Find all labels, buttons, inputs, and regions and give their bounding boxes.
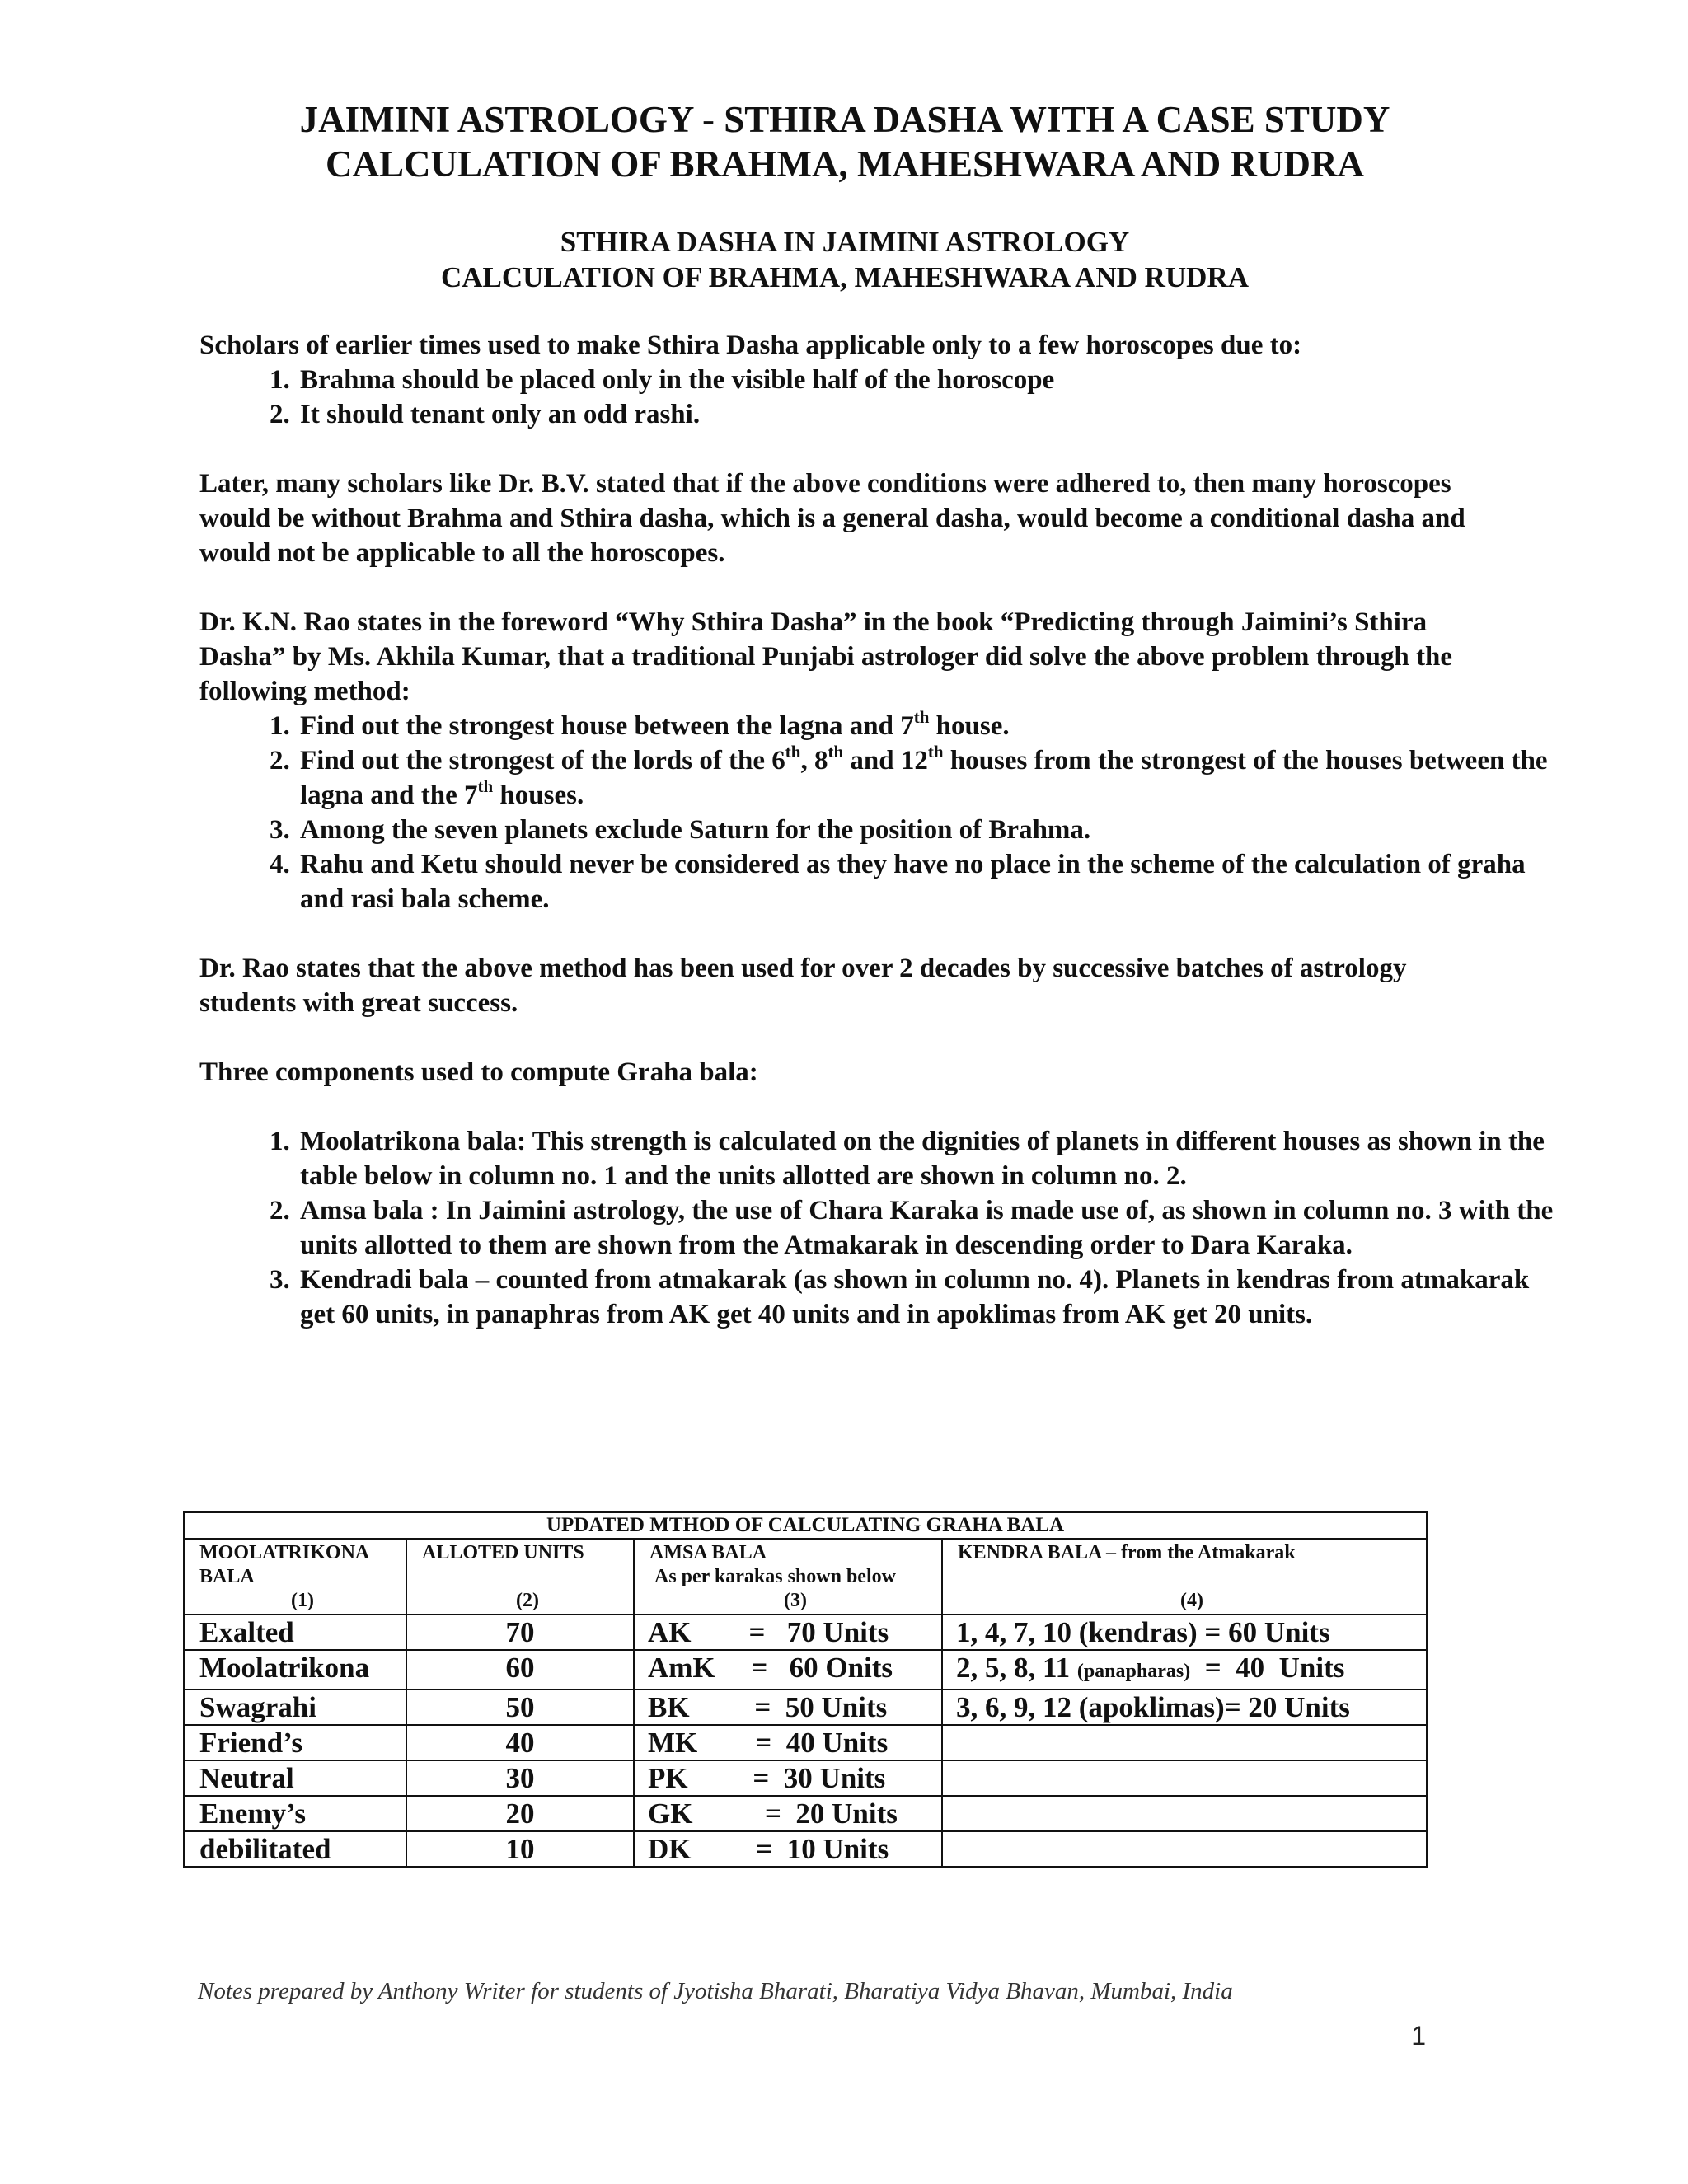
subtitle-line-1: STHIRA DASHA IN JAIMINI ASTROLOGY <box>560 226 1130 258</box>
table-caption: UPDATED MTHOD OF CALCULATING GRAHA BALA <box>184 1512 1427 1539</box>
kendra-cell <box>942 1725 1427 1760</box>
intro-list <box>199 363 1566 432</box>
title-line-2: CALCULATION OF BRAHMA, MAHESHWARA AND RUDRA <box>325 143 1365 185</box>
method-list <box>199 709 1566 916</box>
units-cell: 70 <box>406 1615 634 1650</box>
amsa-cell: AmK = 60 Onits <box>634 1650 942 1690</box>
scholars-paragraph: Later, many scholars like Dr. B.V. stated that if the above conditions were adhered to, then many horoscopes would be without Brahma and Sthira dasha, which is a general dasha, would become a conditional dasha and would not be applicable to all the horoscopes. <box>199 469 1465 568</box>
foreword-paragraph: Dr. K.N. Rao states in the foreword “Why Sthira Dasha” in the book “Predicting through Jaimini’s Sthira Dasha” by Ms. Akhila Kumar, that a traditional Punjabi astrologer did solve the above problem through the following method: <box>199 607 1453 706</box>
units-cell: 50 <box>406 1690 634 1725</box>
method-list-item: 4. Rahu and Ketu should never be considered as they have no place in the scheme of the calculation of graha and rasi bala scheme. <box>297 847 1566 916</box>
dignity-cell: Moolatrikona <box>184 1650 406 1690</box>
kendra-cell <box>942 1831 1427 1867</box>
header-alloted-units: ALLOTED UNITS (2) <box>406 1539 634 1615</box>
dignity-cell: Swagrahi <box>184 1690 406 1725</box>
dignity-cell: Neutral <box>184 1760 406 1796</box>
amsa-cell: PK = 30 Units <box>634 1760 942 1796</box>
table-row <box>184 1725 1427 1760</box>
kendra-cell: 2, 5, 8, 11 (panapharas) = 40 Units <box>942 1650 1427 1690</box>
table-row <box>184 1650 1427 1690</box>
kendra-cell: 3, 6, 9, 12 (apoklimas)= 20 Units <box>942 1690 1427 1725</box>
table-row <box>184 1615 1427 1650</box>
page-title <box>165 97 1525 186</box>
table-row <box>184 1760 1427 1796</box>
dignity-cell: Enemy’s <box>184 1796 406 1831</box>
header-kendra-bala: KENDRA BALA – from the Atmakarak (4) <box>942 1539 1427 1615</box>
amsa-cell: AK = 70 Units <box>634 1615 942 1650</box>
graha-bala-table <box>183 1511 1428 1868</box>
units-cell: 20 <box>406 1796 634 1831</box>
dignity-cell: Friend’s <box>184 1725 406 1760</box>
method-list-item: 3. Among the seven planets exclude Saturn for the position of Brahma. <box>297 813 1566 847</box>
intro-paragraph: Scholars of earlier times used to make Sthira Dasha applicable only to a few horoscopes due to: <box>199 330 1302 360</box>
amsa-cell: GK = 20 Units <box>634 1796 942 1831</box>
dignity-cell: debilitated <box>184 1831 406 1867</box>
method-list-item: 2. Find out the strongest of the lords of the 6th, 8th and 12th houses from the strongest of the houses between the lagna and the 7th houses. <box>297 743 1566 813</box>
amsa-cell: DK = 10 Units <box>634 1831 942 1867</box>
components-heading: Three components used to compute Graha bala: <box>199 1057 758 1087</box>
success-paragraph: Dr. Rao states that the above method has been used for over 2 decades by successive batches of astrology students with great success. <box>199 954 1407 1018</box>
table-header-row <box>184 1539 1427 1615</box>
units-cell: 10 <box>406 1831 634 1867</box>
components-list-item: 2. Amsa bala : In Jaimini astrology, the use of Chara Karaka is made use of, as shown in column no. 3 with the units allotted to them are shown from the Atmakarak in descending order to Dara Karaka. <box>297 1193 1566 1263</box>
amsa-cell: BK = 50 Units <box>634 1690 942 1725</box>
header-moolatrikona: MOOLATRIKONA BALA (1) <box>184 1539 406 1615</box>
kendra-cell <box>942 1796 1427 1831</box>
components-list <box>199 1124 1566 1332</box>
dignity-cell: Exalted <box>184 1615 406 1650</box>
table-row <box>184 1796 1427 1831</box>
kendra-cell: 1, 4, 7, 10 (kendras) = 60 Units <box>942 1615 1427 1650</box>
intro-list-item: 2. It should tenant only an odd rashi. <box>297 397 1566 432</box>
units-cell: 30 <box>406 1760 634 1796</box>
components-list-item: 3. Kendradi bala – counted from atmakarak (as shown in column no. 4). Planets in kendras from atmakarak get 60 units, in panaphras from AK get 40 units and in apoklimas from AK get 20 units. <box>297 1263 1566 1332</box>
title-line-1: JAIMINI ASTROLOGY - STHIRA DASHA WITH A CASE STUDY <box>299 99 1390 140</box>
subtitle-line-2: CALCULATION OF BRAHMA, MAHESHWARA AND RUDRA <box>440 261 1250 293</box>
amsa-cell: MK = 40 Units <box>634 1725 942 1760</box>
page-number: 1 <box>1411 2021 1426 2050</box>
units-cell: 60 <box>406 1650 634 1690</box>
section-heading <box>165 224 1525 295</box>
table-row <box>184 1831 1427 1867</box>
kendra-cell <box>942 1760 1427 1796</box>
page-footer-note: Notes prepared by Anthony Writer for students of Jyotisha Bharati, Bharatiya Vidya Bhavan, Mumbai, India <box>198 1978 1233 2004</box>
units-cell: 40 <box>406 1725 634 1760</box>
header-amsa-bala: AMSA BALA As per karakas shown below (3) <box>634 1539 942 1615</box>
table-row <box>184 1690 1427 1725</box>
components-list-item: 1. Moolatrikona bala: This strength is calculated on the dignities of planets in different houses as shown in the table below in column no. 1 and the units allotted are shown in column no. 2. <box>297 1124 1566 1193</box>
method-list-item: 1. Find out the strongest house between the lagna and 7th house. <box>297 709 1566 743</box>
intro-list-item: 1. Brahma should be placed only in the visible half of the horoscope <box>297 363 1566 397</box>
